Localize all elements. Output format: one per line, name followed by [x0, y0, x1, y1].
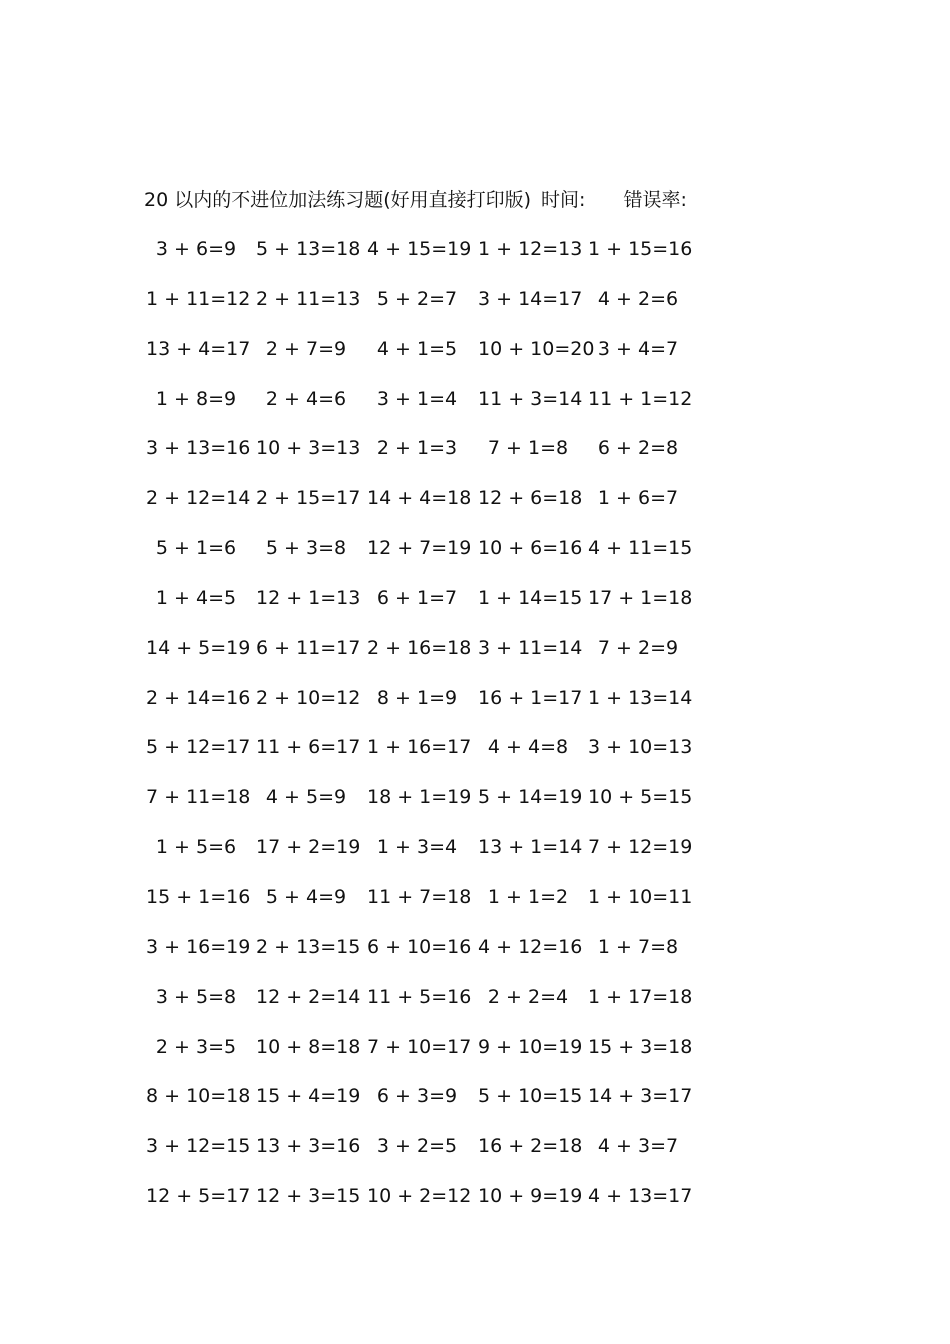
problem-row	[148, 1182, 708, 1232]
addition-problem: 3 + 6=9	[155, 238, 237, 260]
addition-problem: 3 + 11=14	[478, 636, 583, 659]
addition-problem: 11 + 7=18	[367, 885, 472, 908]
addition-problem: 5 + 2=7	[376, 287, 458, 310]
addition-problem: 16 + 1=17	[478, 686, 583, 709]
addition-problem: 14 + 5=19	[146, 636, 251, 659]
addition-problem: 1 + 12=13	[478, 238, 583, 260]
addition-problem: 3 + 16=19	[146, 935, 251, 958]
addition-problem: 11 + 1=12	[588, 387, 693, 410]
addition-problem: 2 + 12=14	[146, 487, 251, 510]
addition-problem: 2 + 11=13	[256, 287, 361, 310]
addition-problem: 2 + 14=16	[146, 686, 251, 709]
addition-problem: 10 + 2=12	[367, 1185, 472, 1208]
addition-problem: 7 + 10=17	[367, 1035, 472, 1058]
addition-problem: 2 + 1=3	[376, 437, 458, 460]
problem-row	[148, 783, 708, 833]
addition-problem: 7 + 1=8	[487, 437, 569, 460]
worksheet-header	[144, 186, 687, 214]
addition-problem: 4 + 1=5	[376, 337, 458, 360]
addition-problem: 7 + 12=19	[588, 836, 693, 859]
addition-problem: 1 + 13=14	[588, 686, 693, 709]
addition-problem: 17 + 1=18	[588, 586, 693, 609]
addition-problem: 6 + 11=17	[256, 636, 361, 659]
problem-row	[148, 1132, 708, 1182]
addition-problem: 11 + 5=16	[367, 985, 472, 1008]
addition-problem: 2 + 3=5	[155, 1035, 237, 1058]
addition-problem: 2 + 10=12	[256, 686, 361, 709]
addition-problem: 12 + 3=15	[256, 1185, 361, 1208]
addition-problem: 1 + 4=5	[155, 586, 237, 609]
problem-row	[148, 634, 708, 684]
addition-problem: 12 + 5=17	[146, 1185, 251, 1208]
addition-problem: 15 + 4=19	[256, 1085, 361, 1108]
addition-problem: 3 + 1=4	[376, 387, 458, 410]
addition-problem: 3 + 5=8	[155, 985, 237, 1008]
addition-problem: 4 + 13=17	[588, 1185, 693, 1208]
addition-problem: 1 + 5=6	[155, 836, 237, 859]
addition-problem: 3 + 14=17	[478, 287, 583, 310]
addition-problem: 8 + 10=18	[146, 1085, 251, 1108]
addition-problem: 13 + 3=16	[256, 1135, 361, 1158]
addition-problem: 3 + 13=16	[146, 437, 251, 460]
addition-problem: 5 + 3=8	[265, 537, 347, 560]
addition-problem: 5 + 12=17	[146, 736, 251, 759]
addition-problem: 12 + 1=13	[256, 586, 361, 609]
addition-problem: 1 + 15=16	[588, 238, 693, 260]
addition-problem: 15 + 1=16	[146, 885, 251, 908]
problem-row	[148, 933, 708, 983]
addition-problem: 10 + 6=16	[478, 537, 583, 560]
addition-problem: 7 + 2=9	[597, 636, 679, 659]
addition-problem: 3 + 4=7	[597, 337, 679, 360]
addition-problem: 2 + 4=6	[265, 387, 347, 410]
problem-row	[148, 285, 708, 335]
addition-problem: 6 + 3=9	[376, 1085, 458, 1108]
addition-problem: 12 + 6=18	[478, 487, 583, 510]
addition-problem: 17 + 2=19	[256, 836, 361, 859]
addition-problem: 1 + 8=9	[155, 387, 237, 410]
error-rate-label: 错误率:	[623, 189, 687, 211]
addition-problem: 1 + 6=7	[597, 487, 679, 510]
addition-problem: 5 + 10=15	[478, 1085, 583, 1108]
addition-problem: 10 + 10=20	[478, 337, 595, 360]
addition-problem: 10 + 9=19	[478, 1185, 583, 1208]
addition-problem: 1 + 16=17	[367, 736, 472, 759]
problem-row	[148, 534, 708, 584]
addition-problem: 13 + 4=17	[146, 337, 251, 360]
problem-row	[148, 833, 708, 883]
addition-problem: 14 + 3=17	[588, 1085, 693, 1108]
addition-problem: 5 + 13=18	[256, 238, 361, 260]
addition-problem: 6 + 2=8	[597, 437, 679, 460]
problem-row	[148, 484, 708, 534]
addition-problem: 10 + 3=13	[256, 437, 361, 460]
addition-problem: 8 + 1=9	[376, 686, 458, 709]
addition-problem: 1 + 11=12	[146, 287, 251, 310]
addition-problem: 4 + 12=16	[478, 935, 583, 958]
addition-problem: 1 + 10=11	[588, 885, 693, 908]
addition-problem: 11 + 3=14	[478, 387, 583, 410]
problem-grid	[148, 235, 708, 1232]
problem-row	[148, 733, 708, 783]
addition-problem: 6 + 10=16	[367, 935, 472, 958]
addition-problem: 2 + 2=4	[487, 985, 569, 1008]
addition-problem: 9 + 10=19	[478, 1035, 583, 1058]
addition-problem: 4 + 15=19	[367, 238, 472, 260]
addition-problem: 10 + 5=15	[588, 786, 693, 809]
addition-problem: 4 + 3=7	[597, 1135, 679, 1158]
addition-problem: 3 + 2=5	[376, 1135, 458, 1158]
problem-row	[148, 1082, 708, 1132]
problem-row	[148, 584, 708, 634]
addition-problem: 5 + 14=19	[478, 786, 583, 809]
addition-problem: 2 + 16=18	[367, 636, 472, 659]
addition-problem: 1 + 17=18	[588, 985, 693, 1008]
problem-row	[148, 335, 708, 385]
problem-row	[148, 1033, 708, 1083]
addition-problem: 6 + 1=7	[376, 586, 458, 609]
addition-problem: 3 + 12=15	[146, 1135, 251, 1158]
addition-problem: 13 + 1=14	[478, 836, 583, 859]
time-label: 时间:	[541, 189, 586, 211]
worksheet-title: 20 以内的不进位加法练习题(好用直接打印版)	[144, 189, 532, 211]
addition-problem: 4 + 11=15	[588, 537, 693, 560]
addition-problem: 14 + 4=18	[367, 487, 472, 510]
problem-row	[148, 883, 708, 933]
addition-problem: 7 + 11=18	[146, 786, 251, 809]
problem-row	[148, 434, 708, 484]
addition-problem: 16 + 2=18	[478, 1135, 583, 1158]
problem-row	[148, 983, 708, 1033]
addition-problem: 4 + 4=8	[487, 736, 569, 759]
addition-problem: 12 + 7=19	[367, 537, 472, 560]
addition-problem: 1 + 7=8	[597, 935, 679, 958]
problem-row	[148, 385, 708, 435]
addition-problem: 3 + 10=13	[588, 736, 693, 759]
addition-problem: 15 + 3=18	[588, 1035, 693, 1058]
addition-problem: 2 + 13=15	[256, 935, 361, 958]
addition-problem: 5 + 4=9	[265, 885, 347, 908]
addition-problem: 2 + 7=9	[265, 337, 347, 360]
addition-problem: 4 + 2=6	[597, 287, 679, 310]
problem-row	[148, 235, 708, 285]
addition-problem: 1 + 3=4	[376, 836, 458, 859]
addition-problem: 4 + 5=9	[265, 786, 347, 809]
addition-problem: 18 + 1=19	[367, 786, 472, 809]
addition-problem: 5 + 1=6	[155, 537, 237, 560]
addition-problem: 11 + 6=17	[256, 736, 361, 759]
addition-problem: 1 + 14=15	[478, 586, 583, 609]
addition-problem: 12 + 2=14	[256, 985, 361, 1008]
addition-problem: 10 + 8=18	[256, 1035, 361, 1058]
addition-problem: 2 + 15=17	[256, 487, 361, 510]
problem-row	[148, 684, 708, 734]
addition-problem: 1 + 1=2	[487, 885, 569, 908]
